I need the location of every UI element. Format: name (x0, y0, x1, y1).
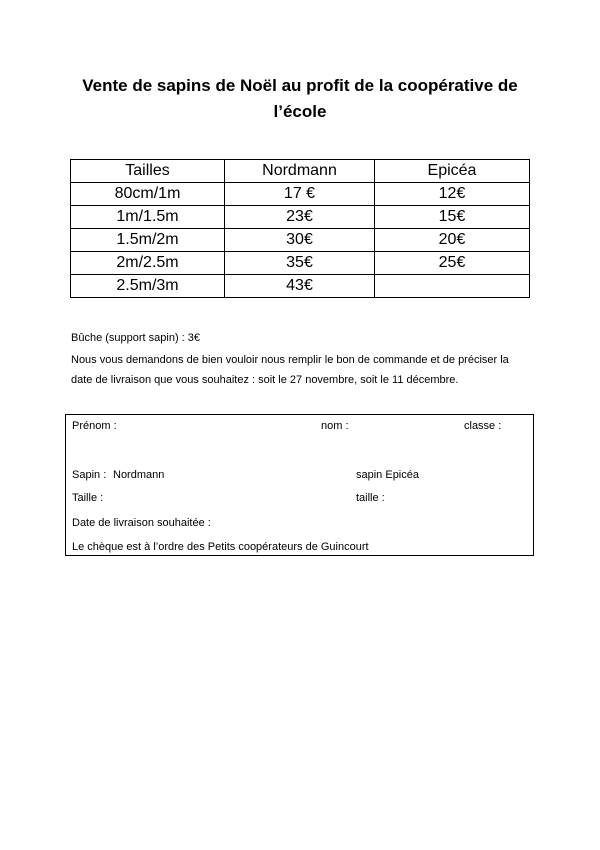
epicea-price-cell (375, 275, 530, 298)
delivery-date-label: Date de livraison souhaitée : (72, 517, 211, 529)
nordmann-price-cell: 30€ (225, 229, 375, 252)
table-row (71, 275, 530, 298)
size-cell: 2m/2.5m (71, 252, 225, 275)
taille-label: Taille : (72, 492, 104, 504)
epicea-price-cell: 25€ (375, 252, 530, 275)
table-row (71, 206, 530, 229)
header-tailles: Tailles (71, 160, 225, 183)
size-cell: 1.5m/2m (71, 229, 225, 252)
nom-label: nom : (321, 420, 349, 432)
buche-note: Bûche (support sapin) : 3€ (71, 332, 201, 344)
nordmann-price-cell: 17 € (225, 183, 375, 206)
page-title: Vente de sapins de Noël au profit de la coopérative de l’école (82, 76, 518, 121)
nordmann-price-cell: 35€ (225, 252, 375, 275)
size-cell: 80cm/1m (71, 183, 225, 206)
classe-label: classe : (464, 420, 502, 432)
table-row (71, 252, 530, 275)
size-cell: 2.5m/3m (71, 275, 225, 298)
table-header-row (71, 160, 530, 183)
price-table (70, 159, 530, 298)
table-row (71, 229, 530, 252)
cheque-note: Le chèque est à l’ordre des Petits coopérateurs de Guincourt (72, 541, 369, 553)
sapin-epicea-option: sapin Epicéa (356, 469, 419, 481)
epicea-price-cell: 15€ (375, 206, 530, 229)
prenom-label: Prénom : (72, 420, 117, 432)
nordmann-price-cell: 43€ (225, 275, 375, 298)
epicea-price-cell: 12€ (375, 183, 530, 206)
nordmann-price-cell: 23€ (225, 206, 375, 229)
table-row (71, 183, 530, 206)
epicea-price-cell: 20€ (375, 229, 530, 252)
taille-epicea-label: taille : (356, 492, 385, 504)
sapin-label: Sapin : (72, 469, 107, 481)
order-form (65, 414, 534, 556)
order-instructions: Nous vous demandons de bien vouloir nous remplir le bon de commande et de préciser la date de livraison que vous souhaitez : soit le 27 novembre, soit le 11 décembre. (71, 354, 509, 386)
size-cell: 1m/1.5m (71, 206, 225, 229)
header-nordmann: Nordmann (225, 160, 375, 183)
sapin-nordmann-option: Nordmann (113, 469, 165, 481)
header-epicea: Epicéa (375, 160, 530, 183)
